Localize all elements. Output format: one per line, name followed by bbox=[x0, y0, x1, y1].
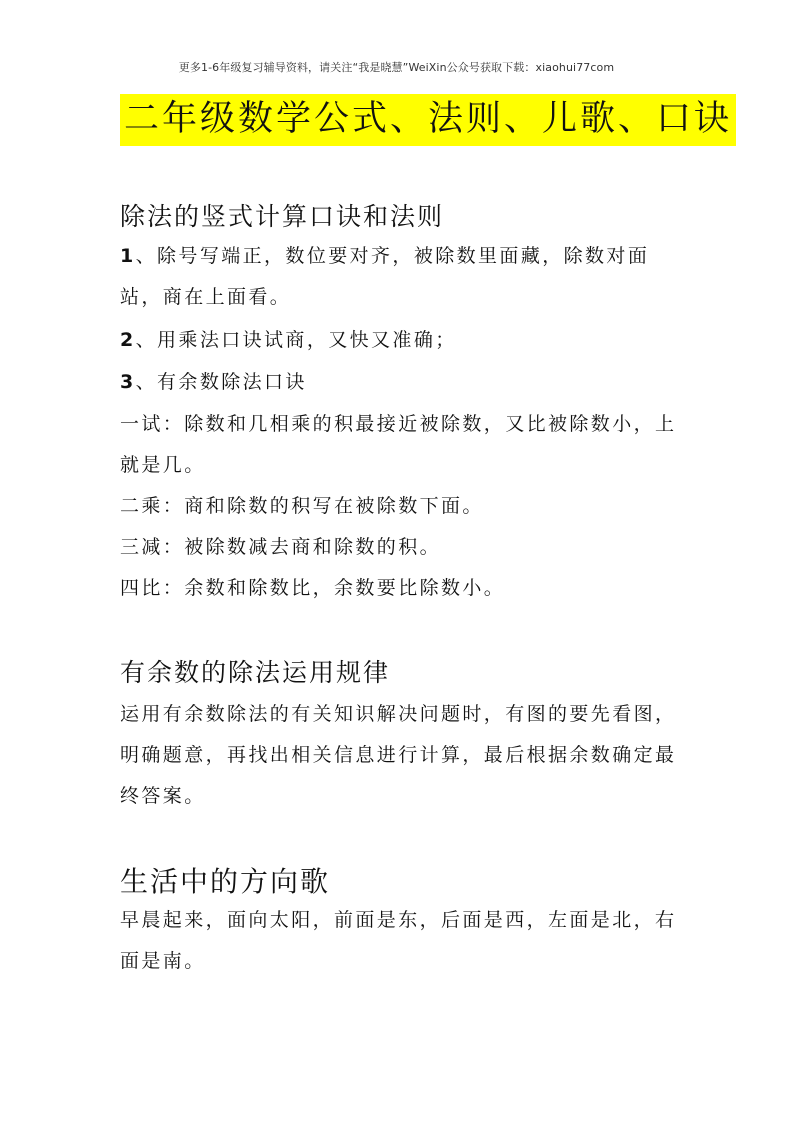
rule-number: 1 bbox=[120, 245, 136, 267]
title-container bbox=[120, 94, 736, 146]
rule-text: 、用乘法口诀试商，又快又准确； bbox=[135, 329, 457, 351]
rule-number: 3 bbox=[120, 371, 136, 393]
step-subtract: 三减：被除数减去商和除数的积。 bbox=[120, 536, 442, 558]
rule-text: 、有余数除法口诀 bbox=[135, 371, 307, 393]
section-heading-remainder: 有余数的除法运用规律 bbox=[120, 658, 391, 687]
rule-text: 、除号写端正，数位要对齐，被除数里面藏，除数对面站，商在上面看。 bbox=[120, 245, 650, 308]
rule-number: 2 bbox=[120, 329, 136, 351]
remainder-paragraph: 运用有余数除法的有关知识解决问题时，有图的要先看图，明确题意，再找出相关信息进行计算，最后根据余数确定最终答案。 bbox=[120, 703, 677, 807]
step-try: 一试：除数和几相乘的积最接近被除数，又比被除数小，上就是几。 bbox=[120, 413, 677, 476]
division-rule-3 bbox=[120, 362, 680, 403]
section-heading-direction-song: 生活中的方向歌 bbox=[120, 865, 331, 898]
division-rule-1 bbox=[120, 236, 680, 318]
division-rule-2 bbox=[120, 320, 680, 361]
direction-song-paragraph: 早晨起来，面向太阳，前面是东，后面是西，左面是北，右面是南。 bbox=[120, 909, 677, 972]
step-multiply: 二乘：商和除数的积写在被除数下面。 bbox=[120, 495, 484, 517]
step-compare: 四比：余数和除数比，余数要比除数小。 bbox=[120, 577, 506, 599]
section-heading-division: 除法的竖式计算口诀和法则 bbox=[120, 202, 445, 231]
page-title: 二年级数学公式、法则、儿歌、口诀 bbox=[120, 94, 736, 146]
header-note: 更多1-6年级复习辅导资料，请关注“我是晓慧”WeiXin公众号获取下载：xiaohui77com bbox=[178, 61, 615, 74]
